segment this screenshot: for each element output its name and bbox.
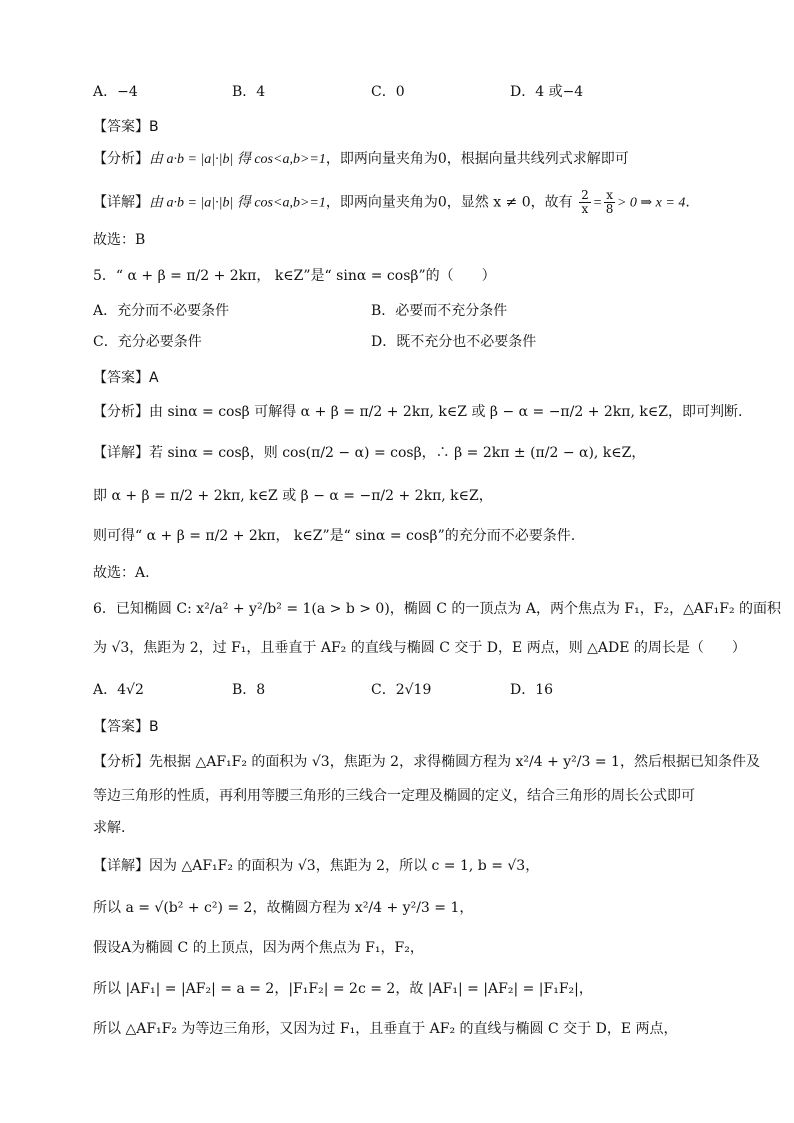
q5-detail-2: 即 α + β = π/2 + 2kπ, k∈Z 或 β − α = −π/2 + 2kπ, k∈Z，: [93, 488, 493, 504]
q4-option-a: A．−4: [93, 84, 138, 100]
q5-detail-3: 则可得“ α + β = π/2 + 2kπ， k∈Z”是“ sinα = cosβ”的充分而不必要条件.: [93, 528, 576, 544]
q6-detail-4: 所以 |AF₁| = |AF₂| = a = 2，|F₁F₂| = 2c = 2，故 |AF₁| = |AF₂| = |F₁F₂|，: [93, 981, 593, 997]
q4-analysis-text: ，即两向量夹角为0，根据向量共线列式求解即可: [325, 151, 629, 167]
q6-option-b: B．8: [232, 682, 266, 698]
q4-detail: 【详解】由 a·b = |a|·|b| 得 cos<a,b>=1，即两向量夹角为0，显然 x ≠ 0，故有 $\frac{2}{x}$ = $\frac{x}{8}$ > 0 ⇒ x = 4.: [93, 188, 690, 216]
q4-analysis-tag: 【分析】: [93, 151, 149, 167]
q6-detail-3: 假设A为椭圆 C 的上顶点，因为两个焦点为 F₁，F₂，: [93, 940, 424, 956]
q5-option-d: D．既不充分也不必要条件: [371, 334, 537, 350]
q4-analysis: 【分析】由 a·b = |a|·|b| 得 cos<a,b>=1，即两向量夹角为0，根据向量共线列式求解即可: [93, 151, 629, 167]
q6-analysis-2: 等边三角形的性质，再利用等腰三角形的三线合一定理及椭圆的定义，结合三角形的周长公式即可: [93, 788, 695, 804]
q6-stem-1: 6．已知椭圆 C: x²/a² + y²/b² = 1(a > b > 0)，椭圆 C 的一顶点为 A，两个焦点为 F₁，F₂，△AF₁F₂ 的面积: [93, 601, 782, 617]
q6-detail-1: 【详解】因为 △AF₁F₂ 的面积为 √3，焦距为 2，所以 c = 1, b = √3，: [93, 858, 540, 874]
q6-detail-2: 所以 a = √(b² + c²) = 2，故椭圆方程为 x²/4 + y²/3 = 1，: [93, 900, 474, 916]
q6-option-c: C．2√19: [371, 682, 432, 698]
q4-option-c: C．0: [371, 84, 405, 100]
q5-option-c: C．充分必要条件: [93, 334, 202, 350]
q5-stem: 5．“ α + β = π/2 + 2kπ， k∈Z”是“ sinα = cosβ”的（ ）: [93, 268, 496, 284]
q6-analysis-3: 求解.: [93, 820, 126, 836]
q4-answer: 【答案】B: [93, 119, 159, 135]
q6-option-a: A．4√2: [93, 682, 144, 698]
q5-answer: 【答案】A: [93, 370, 159, 386]
q4-option-d: D．4 或−4: [510, 84, 584, 100]
q4-detail-text: ，即两向量夹角为0，显然 x ≠ 0，故有: [325, 194, 573, 211]
q5-analysis: 【分析】由 sinα = cosβ 可解得 α + β = π/2 + 2kπ, k∈Z 或 β − α = −π/2 + 2kπ, k∈Z，即可判断.: [93, 404, 743, 420]
q6-detail-5: 所以 △AF₁F₂ 为等边三角形，又因为过 F₁，且垂直于 AF₂ 的直线与椭圆 C 交于 D，E 两点，: [93, 1021, 678, 1037]
q4-option-b: B．4: [232, 84, 266, 100]
q6-option-d: D．16: [510, 682, 554, 698]
q6-analysis-1: 【分析】先根据 △AF₁F₂ 的面积为 √3，焦距为 2，求得椭圆方程为 x²/4 + y²/3 = 1，然后根据已知条件及: [93, 754, 760, 770]
q5-conclusion: 故选：A.: [93, 565, 150, 581]
q5-detail-1: 【详解】若 sinα = cosβ，则 cos(π/2 − α) = cosβ，∴ β = 2kπ ± (π/2 − α), k∈Z，: [93, 445, 646, 461]
q5-option-a: A．充分而不必要条件: [93, 303, 230, 319]
q6-stem-2: 为 √3，焦距为 2，过 F₁，且垂直于 AF₂ 的直线与椭圆 C 交于 D，E 两点，则 △ADE 的周长是（ ）: [93, 640, 746, 656]
q4-detail-tag: 【详解】: [93, 194, 149, 211]
q5-option-b: B．必要而不充分条件: [371, 303, 508, 319]
q6-answer: 【答案】B: [93, 719, 159, 735]
q4-conclusion: 故选：B: [93, 232, 146, 248]
